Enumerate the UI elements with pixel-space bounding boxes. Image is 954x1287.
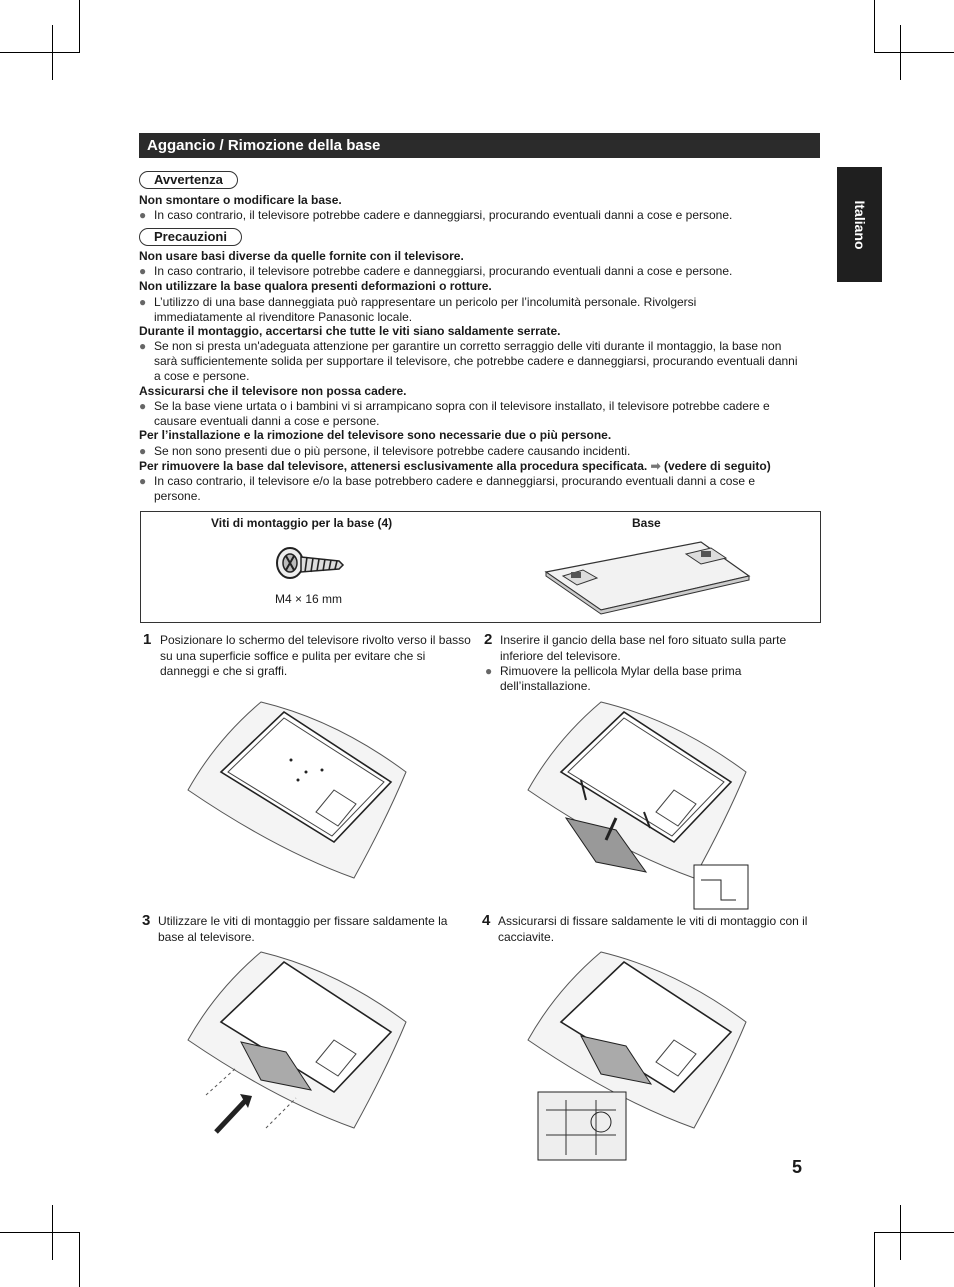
bullet-dot: ● bbox=[139, 208, 147, 222]
section-title: Aggancio / Rimozione della base bbox=[147, 137, 381, 154]
caution-bullet-text: In caso contrario, il televisore e/o la base potrebbero cadere e danneggiarsi, procurando eventuali danni a cose e persone. bbox=[154, 474, 756, 503]
screws-size: M4 × 16 mm bbox=[275, 592, 343, 606]
base-illustration bbox=[541, 534, 761, 616]
warning-label: Avvertenza bbox=[139, 171, 238, 189]
caution-bullet-text: Se non sono presenti due o più persone, il televisore potrebbe cadere causando incidenti. bbox=[154, 444, 631, 458]
screws-label: Viti di montaggio per la base (4) bbox=[211, 516, 393, 530]
step-text: Utilizzare le viti di montaggio per fissare saldamente la base al televisore. bbox=[158, 914, 448, 944]
parts-box bbox=[140, 511, 821, 623]
crop-mark bbox=[0, 1232, 80, 1233]
caution-heading-text: Per rimuovere la base dal televisore, attenersi esclusivamente alla procedura specificata. bbox=[139, 459, 648, 473]
caution-bullet-text: Se non si presta un'adeguata attenzione per garantire un corretto serraggio delle viti durante il montaggio, la base non sarà sufficientemente solida per supportare il televisore, che potrebbe cadere e danneggiarsi, procurando eventuali danni a cose e persone. bbox=[154, 339, 798, 383]
caution-heading: Durante il montaggio, accertarsi che tutte le viti siano saldamente serrate. bbox=[139, 324, 561, 338]
bullet-dot: ● bbox=[139, 444, 147, 458]
tv-on-cloth-illustration bbox=[186, 700, 414, 880]
crop-mark bbox=[874, 1232, 954, 1233]
step-text: Assicurarsi di fissare saldamente le viti di montaggio con il cacciavite. bbox=[498, 914, 808, 944]
crop-mark bbox=[874, 1232, 875, 1287]
warning-heading: Non smontare o modificare la base. bbox=[139, 193, 342, 207]
crop-mark bbox=[900, 1205, 901, 1260]
caution-bullet-text: L’utilizzo di una base danneggiata può rappresentare un pericolo per l’incolumità personale. Rivolgersi immediatamente al rivenditore Panasonic locale. bbox=[154, 295, 697, 324]
crop-mark bbox=[874, 52, 954, 53]
caution-heading: Non usare basi diverse da quelle fornite con il televisore. bbox=[139, 249, 464, 263]
caution-bullet-text: Se la base viene urtata o i bambini vi si arrampicano sopra con il televisore installato, il televisore potrebbe cadere e causare eventuali danni a cose e persone. bbox=[154, 399, 770, 428]
base-label: Base bbox=[632, 516, 661, 530]
step-number: 1 bbox=[143, 631, 152, 648]
tighten-screws-illustration bbox=[526, 950, 776, 1162]
arrow-right-icon: ➡ bbox=[650, 459, 661, 473]
cautions-label: Precauzioni bbox=[139, 228, 242, 246]
crop-mark bbox=[79, 1232, 80, 1287]
caution-heading: Per l’installazione e la rimozione del televisore sono necessarie due o più persone. bbox=[139, 428, 612, 442]
page-number: 5 bbox=[792, 1157, 803, 1177]
step-bullet-text: Rimuovere la pellicola Mylar della base prima dell’installazione. bbox=[500, 664, 742, 693]
step-number: 2 bbox=[484, 631, 493, 648]
crop-mark bbox=[900, 25, 901, 80]
crop-mark bbox=[0, 52, 80, 53]
bullet-dot: ● bbox=[139, 264, 147, 278]
crop-mark bbox=[874, 0, 875, 52]
step-number: 4 bbox=[482, 912, 491, 929]
see-below-ref: (vedere di seguito) bbox=[664, 459, 771, 473]
caution-heading bbox=[139, 459, 771, 474]
bullet-dot: ● bbox=[139, 295, 147, 309]
step-text: Posizionare lo schermo del televisore rivolto verso il basso su una superficie soffice e pulita per evitare che si danneggi e che si graffi. bbox=[160, 633, 471, 678]
attach-base-illustration bbox=[526, 700, 776, 912]
section-header bbox=[139, 133, 820, 158]
crop-mark bbox=[79, 0, 80, 52]
caution-heading: Assicurarsi che il televisore non possa cadere. bbox=[139, 384, 407, 398]
fix-screws-illustration bbox=[186, 950, 414, 1140]
warning-bullet-text: In caso contrario, il televisore potrebbe cadere e danneggiarsi, procurando eventuali danni a cose e persone. bbox=[154, 208, 733, 222]
crop-mark bbox=[52, 25, 53, 80]
bullet-dot: ● bbox=[139, 339, 147, 353]
crop-mark bbox=[52, 1205, 53, 1260]
bullet-dot: ● bbox=[139, 474, 147, 488]
language-tab-label: Italiano bbox=[851, 199, 868, 250]
screw-icon bbox=[273, 542, 347, 582]
caution-heading: Non utilizzare la base qualora presenti deformazioni o rotture. bbox=[139, 279, 492, 293]
bullet-dot: ● bbox=[139, 399, 147, 413]
language-tab bbox=[837, 167, 882, 282]
bullet-dot: ● bbox=[485, 664, 493, 678]
step-number: 3 bbox=[142, 912, 151, 929]
caution-bullet-text: In caso contrario, il televisore potrebbe cadere e danneggiarsi, procurando eventuali danni a cose e persone. bbox=[154, 264, 733, 278]
step-text: Inserire il gancio della base nel foro situato sulla parte inferiore del televisore. bbox=[500, 633, 787, 663]
